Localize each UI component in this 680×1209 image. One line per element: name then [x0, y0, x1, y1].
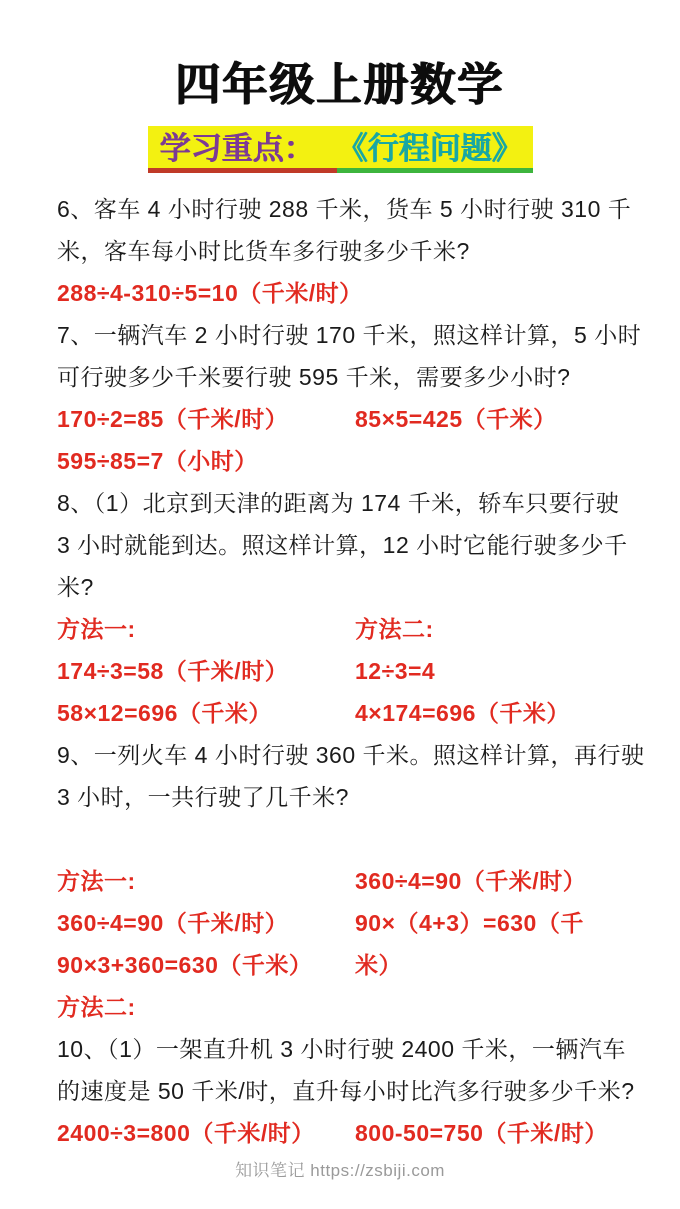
worksheet-row: [57, 566, 637, 608]
worksheet-row: [57, 314, 642, 356]
answer-text: 米）: [355, 952, 402, 978]
problem-text: 10、（1）一架直升机 3 小时行驶 2400 千米，一辆汽车: [57, 1036, 626, 1062]
worksheet-row: [57, 608, 637, 650]
worksheet-row: [57, 1028, 637, 1070]
problem-text: 8、（1）北京到天津的距离为 174 千米，轿车只要行驶: [57, 490, 620, 516]
worksheet-row: [57, 1112, 637, 1154]
worksheet-blank-row: [57, 818, 637, 860]
worksheet-row: [57, 524, 637, 566]
worksheet-row: [57, 440, 637, 482]
problem-text: 的速度是 50 千米/时，直升每小时比汽多行驶多少千米?: [57, 1078, 635, 1104]
problem-text: 米?: [57, 574, 94, 600]
worksheet-row: [57, 188, 637, 230]
worksheet-row: [57, 944, 637, 986]
answer-text: 288÷4-310÷5=10（千米/时）: [57, 280, 363, 306]
footer-credit: 知识笔记 https://zsbiji.com: [235, 1161, 445, 1180]
banner-label: 学习重点：: [148, 126, 337, 173]
worksheet-row: [57, 1070, 637, 1112]
worksheet-row: [57, 650, 637, 692]
worksheet-row: [57, 356, 637, 398]
worksheet-row: [57, 692, 637, 734]
answer-text: 58×12=696（千米）: [57, 700, 272, 726]
problem-text: 可行驶多少千米要行驶 595 千米，需要多少小时?: [57, 364, 571, 390]
study-focus-banner: [148, 126, 533, 173]
answer-text: 800-50=750（千米/时）: [355, 1120, 608, 1146]
banner-topic: 《行程问题》: [337, 126, 533, 173]
worksheet-row: [57, 986, 637, 1028]
answer-text: 90×（4+3）=630（千: [355, 910, 584, 936]
problem-text: 米，客车每小时比货车多行驶多少千米?: [57, 238, 470, 264]
answer-text: 12÷3=4: [355, 658, 436, 684]
problem-text: 3 小时就能到达。照这样计算，12 小时它能行驶多少千: [57, 532, 628, 558]
worksheet-row: [57, 902, 637, 944]
worksheet-row: [57, 776, 637, 818]
worksheet-row: [57, 860, 637, 902]
page-title: 四年级上册数学: [175, 59, 505, 110]
worksheet-row: [57, 398, 637, 440]
worksheet-body: [57, 188, 645, 1154]
problem-text: 7、一辆汽车 2 小时行驶 170 千米，照这样计算，5 小时: [57, 322, 642, 348]
method-label: 方法二:: [57, 994, 136, 1020]
worksheet-row: [57, 272, 637, 314]
answer-text: 360÷4=90（千米/时）: [57, 910, 289, 936]
problem-text: 3 小时，一共行驶了几千米?: [57, 784, 349, 810]
method-label: 方法一:: [57, 616, 136, 642]
worksheet-row: [57, 230, 637, 272]
method-label: 方法一:: [57, 868, 136, 894]
worksheet-row: [57, 734, 645, 776]
answer-text: 2400÷3=800（千米/时）: [57, 1120, 315, 1146]
answer-text: 174÷3=58（千米/时）: [57, 658, 289, 684]
answer-text: 170÷2=85（千米/时）: [57, 406, 289, 432]
problem-text: 6、客车 4 小时行驶 288 千米，货车 5 小时行驶 310 千: [57, 196, 632, 222]
answer-text: 4×174=696（千米）: [355, 700, 570, 726]
answer-text: 85×5=425（千米）: [355, 406, 557, 432]
problem-text: 9、一列火车 4 小时行驶 360 千米。照这样计算，再行驶: [57, 742, 645, 768]
worksheet-row: [57, 482, 637, 524]
answer-text: 90×3+360=630（千米）: [57, 952, 313, 978]
answer-text: 360÷4=90（千米/时）: [355, 868, 587, 894]
answer-text: 595÷85=7（小时）: [57, 448, 258, 474]
method-label: 方法二:: [355, 616, 434, 642]
study-focus-banner-wrap: [0, 126, 680, 173]
